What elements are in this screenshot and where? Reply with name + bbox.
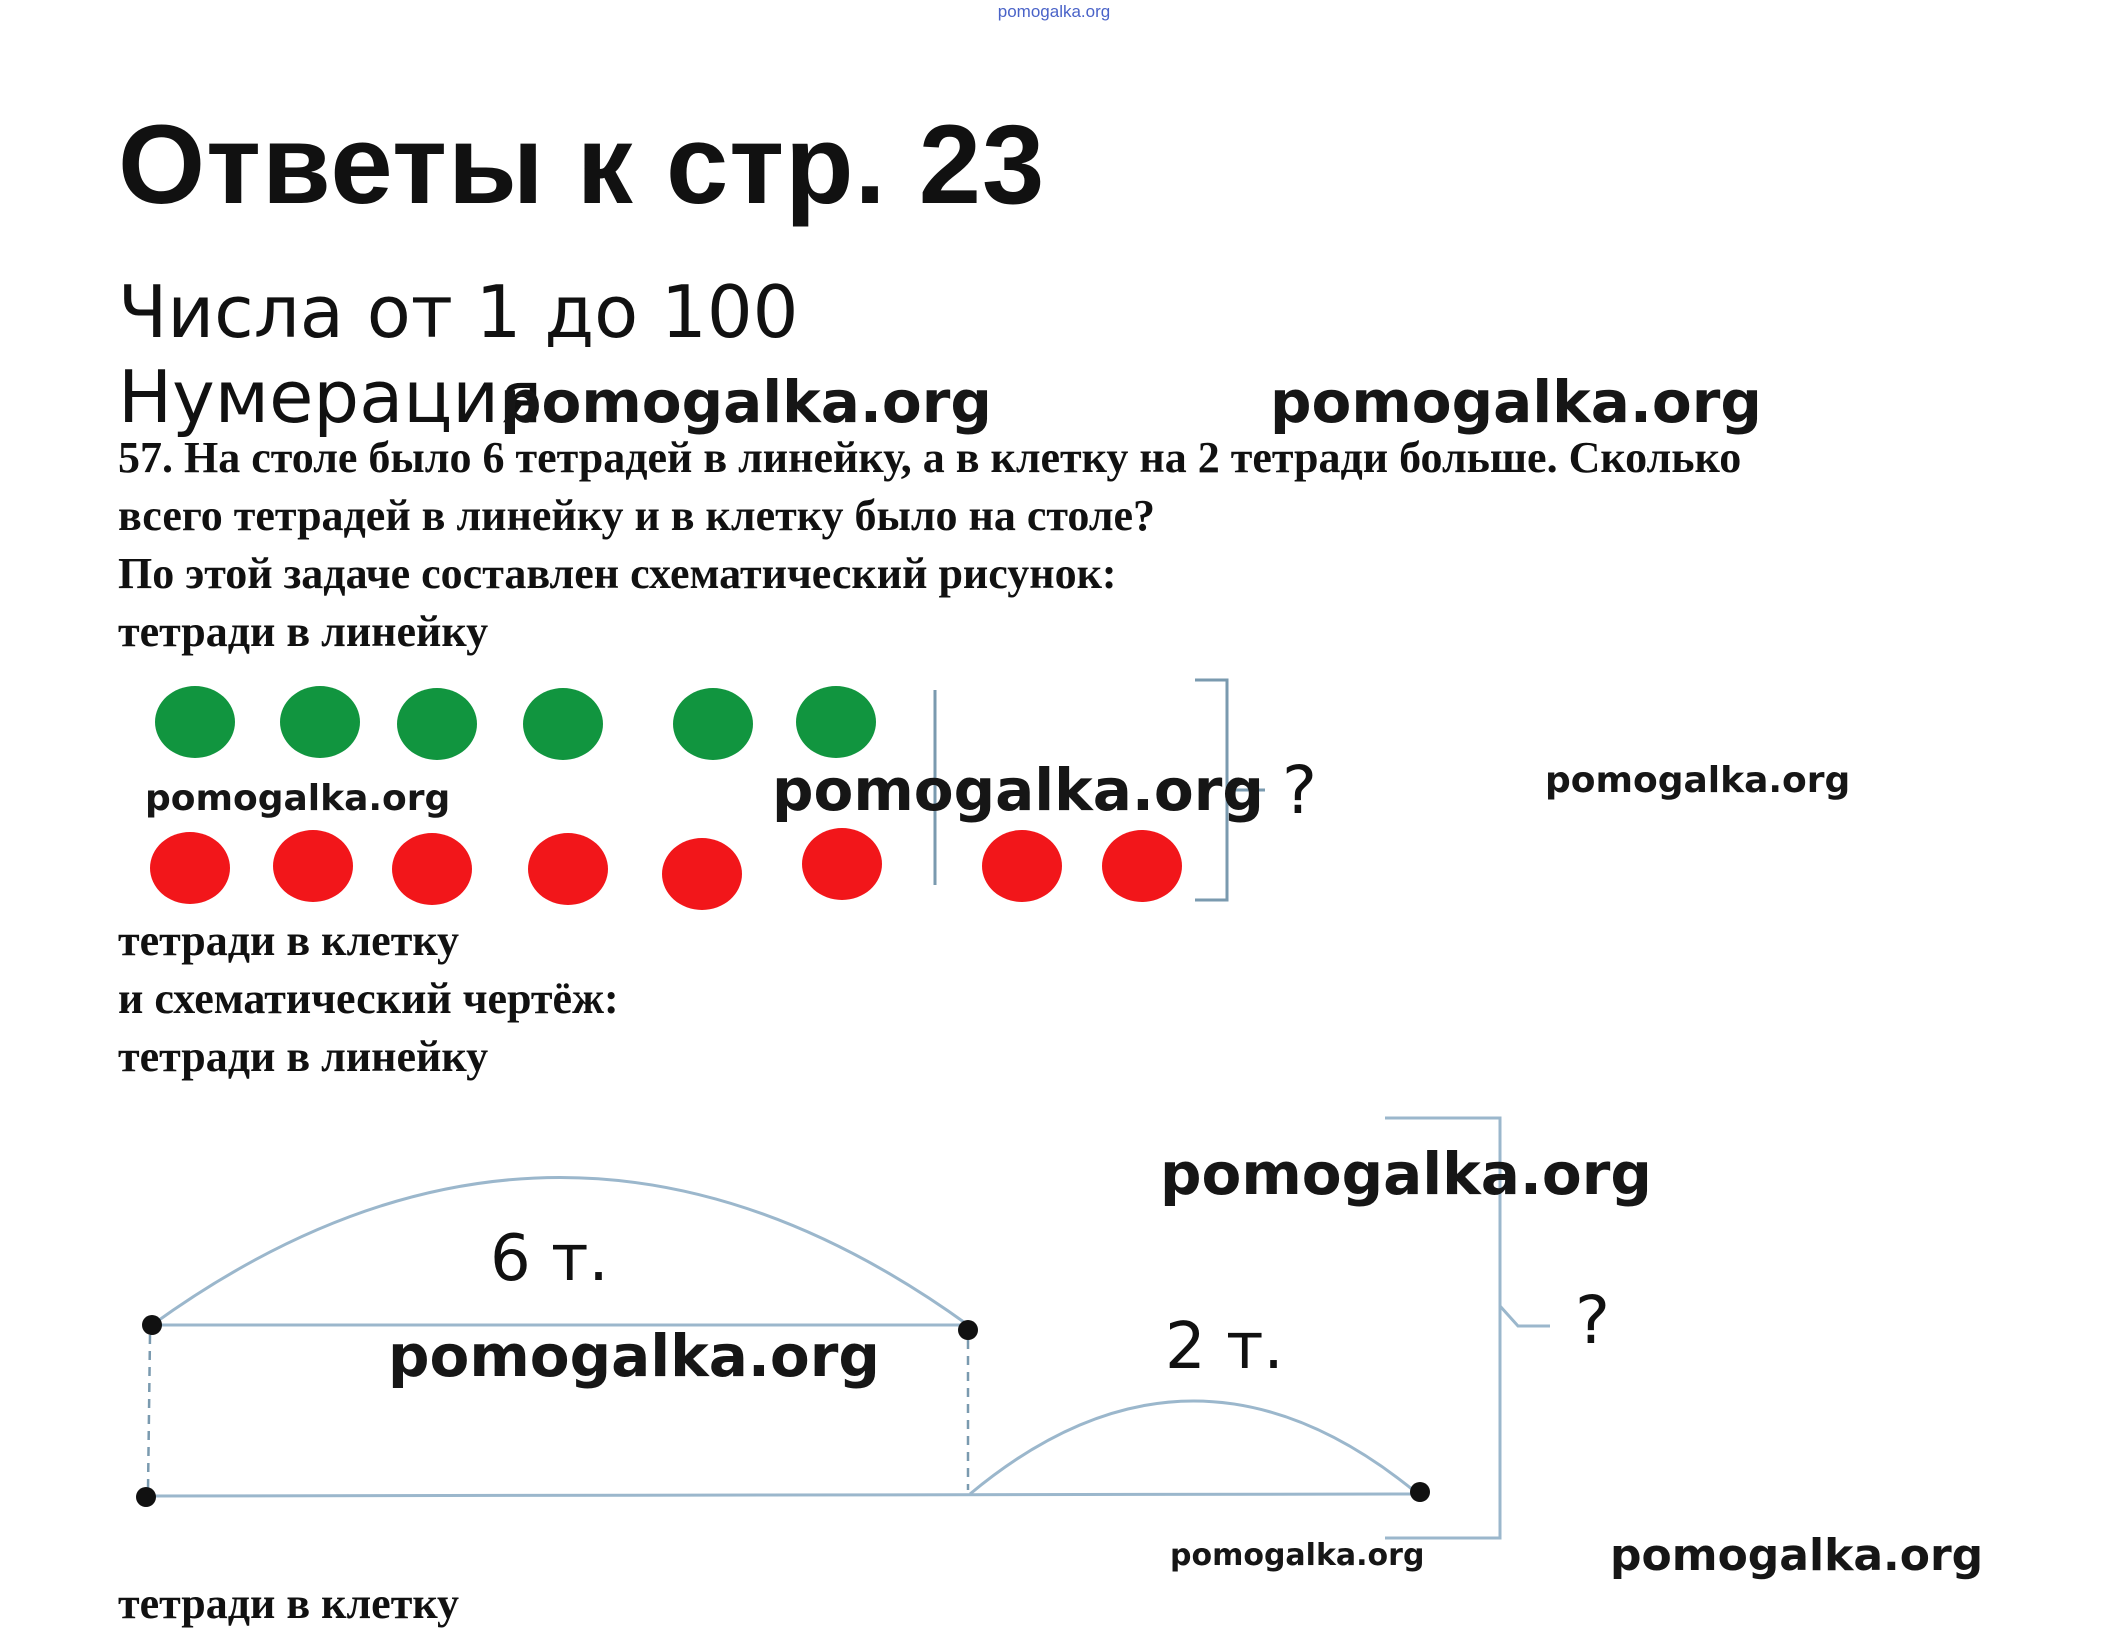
dashed-connector-1 xyxy=(148,1335,150,1490)
task-text-line-1: 57. На столе было 6 тетрадей в линейку, а в клетку на 2 тетради больше. Сколько xyxy=(118,433,1742,482)
segment-label-6: 6 т. xyxy=(490,1222,609,1296)
page-subtitle: Числа от 1 до 100 xyxy=(118,270,799,354)
section-title: Нумерация xyxy=(118,355,543,439)
watermark: pomogalka.org xyxy=(1270,368,1762,436)
point-a xyxy=(142,1315,162,1335)
segment-label-2: 2 т. xyxy=(1165,1310,1284,1384)
page-title: Ответы к стр. 23 xyxy=(118,102,1046,227)
watermark: pomogalka.org xyxy=(500,368,992,436)
label-lined-notebooks-1: тетради в линейку xyxy=(118,607,489,656)
question-mark-1: ? xyxy=(1282,752,1318,829)
watermark: pomogalka.org xyxy=(1545,760,1851,801)
question-mark-2: ? xyxy=(1575,1282,1611,1359)
point-c xyxy=(136,1487,156,1507)
label-lined-notebooks-2: тетради в линейку xyxy=(118,1032,489,1081)
watermark: pomogalka.org xyxy=(388,1322,880,1390)
label-squared-notebooks-2: тетради в клетку xyxy=(118,1579,460,1628)
watermark: pomogalka.org xyxy=(772,756,1264,824)
task-text-line-3: По этой задаче составлен схематический рисунок: xyxy=(118,549,1117,598)
segment-squared xyxy=(146,1494,1418,1496)
point-b xyxy=(958,1320,978,1340)
arc-segment-2 xyxy=(970,1401,1418,1494)
top-watermark: pomogalka.org xyxy=(997,2,1111,21)
task-text-line-4: и схематический чертёж: xyxy=(118,974,619,1023)
brace-tick-segments xyxy=(1500,1306,1550,1326)
point-d xyxy=(1410,1482,1430,1502)
task-text-line-2: всего тетрадей в линейку и в клетку было на столе? xyxy=(118,491,1156,540)
watermark: pomogalka.org xyxy=(1160,1140,1652,1208)
label-squared-notebooks-1: тетради в клетку xyxy=(118,916,460,965)
watermark: pomogalka.org xyxy=(1610,1530,1984,1581)
watermark: pomogalka.org xyxy=(145,778,451,819)
watermark: pomogalka.org xyxy=(1170,1538,1425,1573)
